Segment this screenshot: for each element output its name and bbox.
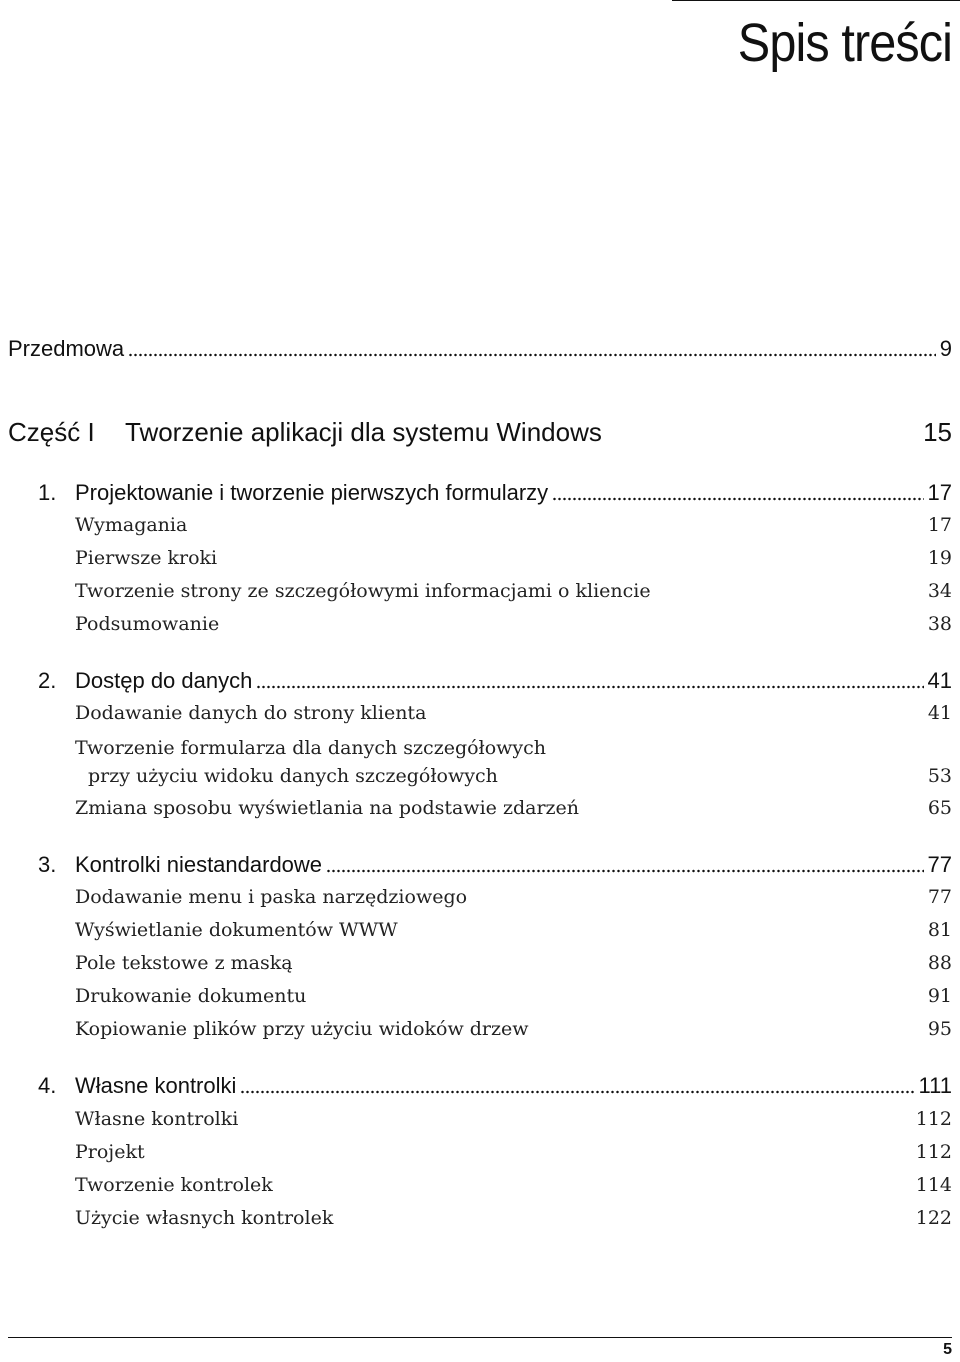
chapter-page: 41 xyxy=(927,668,952,693)
toc-section[interactable] xyxy=(8,913,952,947)
section-page: 38 xyxy=(927,613,952,635)
section-page: 19 xyxy=(927,547,952,569)
toc-chapter[interactable] xyxy=(8,1069,952,1103)
section-page: 41 xyxy=(927,702,952,724)
section-page: 112 xyxy=(915,1141,952,1163)
toc-section[interactable] xyxy=(8,946,952,980)
section-page: 77 xyxy=(927,886,952,908)
section-title: Dodawanie danych do strony klienta xyxy=(75,702,427,724)
chapter-title: Kontrolki niestandardowe xyxy=(75,852,323,877)
section-page: 122 xyxy=(915,1207,952,1229)
chapter-number: 3. xyxy=(38,852,57,877)
section-title: Własne kontrolki xyxy=(75,1108,239,1130)
toc-section[interactable] xyxy=(8,574,952,608)
toc-chapter[interactable] xyxy=(8,848,952,882)
toc-section[interactable] xyxy=(8,1102,952,1136)
section-page: 112 xyxy=(915,1108,952,1130)
footer-rule xyxy=(8,1337,952,1338)
chapter-number: 1. xyxy=(38,480,57,505)
chapter-title: Własne kontrolki xyxy=(75,1073,237,1098)
section-title-line2: przy użyciu widoku danych szczegółowych xyxy=(88,765,498,787)
section-page: 114 xyxy=(915,1174,952,1196)
section-page: 81 xyxy=(927,919,952,941)
toc-section[interactable] xyxy=(8,880,952,914)
toc-section[interactable] xyxy=(8,1012,952,1046)
section-title: Pole tekstowe z maską xyxy=(75,952,293,974)
page-title: Spis treści xyxy=(737,13,952,73)
toc-section[interactable] xyxy=(8,791,952,825)
chapter-title: Projektowanie i tworzenie pierwszych formularzy xyxy=(75,480,549,505)
toc-section[interactable] xyxy=(8,979,952,1013)
toc-preface[interactable] xyxy=(8,332,952,366)
chapter-title: Dostęp do danych xyxy=(75,668,253,693)
section-title: Tworzenie strony ze szczegółowymi informacjami o kliencie xyxy=(75,580,651,602)
chapter-number: 2. xyxy=(38,668,57,693)
dot-leader xyxy=(256,685,923,689)
section-title: Pierwsze kroki xyxy=(75,547,218,569)
chapter-page: 77 xyxy=(927,852,952,877)
chapter-page: 111 xyxy=(918,1073,952,1098)
toc-section[interactable] xyxy=(8,1201,952,1235)
section-page: 17 xyxy=(927,514,952,536)
section-title: Drukowanie dokumentu xyxy=(75,985,307,1007)
preface-title: Przedmowa xyxy=(8,336,125,361)
toc-chapter[interactable] xyxy=(8,476,952,510)
section-title: Kopiowanie plików przy użyciu widoków drzew xyxy=(75,1018,529,1040)
toc-part[interactable] xyxy=(8,415,952,449)
section-title: Wyświetlanie dokumentów WWW xyxy=(75,919,398,941)
section-title: Projekt xyxy=(75,1141,145,1163)
chapter-page: 17 xyxy=(927,480,952,505)
dot-leader xyxy=(128,353,936,357)
section-title: Użycie własnych kontrolek xyxy=(75,1207,334,1229)
part-label: Część I xyxy=(8,416,95,447)
toc-section[interactable] xyxy=(8,541,952,575)
toc-section[interactable] xyxy=(8,508,952,542)
section-title: Zmiana sposobu wyświetlania na podstawie zdarzeń xyxy=(75,797,580,819)
page-number: 5 xyxy=(943,1341,952,1358)
preface-page: 9 xyxy=(939,336,952,361)
dot-leader xyxy=(552,497,923,501)
toc-section[interactable] xyxy=(8,696,952,730)
toc-section[interactable] xyxy=(8,1168,952,1202)
part-page: 15 xyxy=(923,416,952,447)
toc-section[interactable] xyxy=(8,607,952,641)
chapter-number: 4. xyxy=(38,1073,57,1098)
section-title: Podsumowanie xyxy=(75,613,220,635)
toc-section[interactable] xyxy=(75,734,952,790)
section-title: Dodawanie menu i paska narzędziowego xyxy=(75,886,468,908)
dot-leader xyxy=(240,1090,914,1094)
section-page: 95 xyxy=(927,1018,952,1040)
section-page: 34 xyxy=(927,580,952,602)
part-title: Tworzenie aplikacji dla systemu Windows xyxy=(125,416,602,447)
section-page: 65 xyxy=(927,797,952,819)
section-title-line1: Tworzenie formularza dla danych szczegółowych xyxy=(75,737,547,759)
toc-chapter[interactable] xyxy=(8,664,952,698)
section-page: 91 xyxy=(927,985,952,1007)
dot-leader xyxy=(326,869,923,873)
section-title: Tworzenie kontrolek xyxy=(75,1174,273,1196)
section-title: Wymagania xyxy=(75,514,188,536)
top-rule xyxy=(672,0,960,1)
section-page: 88 xyxy=(927,952,952,974)
section-page: 53 xyxy=(927,765,952,787)
toc-section[interactable] xyxy=(8,1135,952,1169)
